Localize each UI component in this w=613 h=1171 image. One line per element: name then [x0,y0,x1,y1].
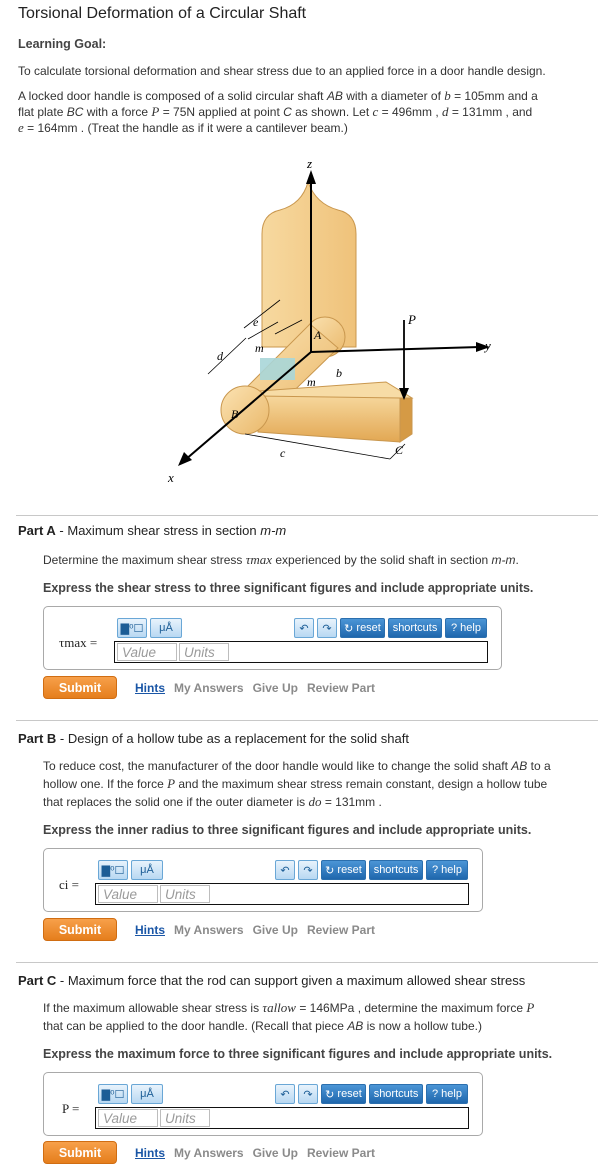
reset-button[interactable]: ↻ reset [321,1084,366,1104]
give-up-link[interactable]: Give Up [252,1146,298,1160]
hints-link[interactable]: Hints [135,1146,165,1160]
part-c-question: If the maximum allowable shear stress is τallow = 146MPa , determine the maximum force P that can be applied to the door handle. (Recall that piece AB is now a hollow tube.) [43,1000,535,1033]
units-button[interactable]: μÅ [131,860,163,880]
value-field[interactable]: Value [117,643,177,661]
hints-link[interactable]: Hints [135,681,165,695]
units-button[interactable]: μÅ [150,618,182,638]
label-z: z [307,156,313,171]
part-a-input[interactable] [114,641,488,663]
review-part-link[interactable]: Review Part [306,923,375,937]
part-c-title: Part C - Maximum force that the rod can support given a maximum allowed shear stress [18,973,526,988]
redo-icon[interactable]: ↷ [298,860,318,880]
help-button[interactable]: ? help [445,618,487,638]
part-b-links [135,923,384,937]
review-part-link[interactable]: Review Part [306,681,375,695]
part-a-instruction: Express the shear stress to three significant figures and include appropriate units. [43,581,534,595]
reset-button[interactable]: ↻ reset [340,618,385,638]
bar-bc-end [400,398,412,442]
separator [16,515,598,516]
part-c-input[interactable] [95,1107,469,1129]
label-m2: m [307,375,316,389]
part-a-title: Part A - Maximum shear stress in section m-m [18,523,287,538]
review-part-link[interactable]: Review Part [306,1146,375,1160]
hints-link[interactable]: Hints [135,923,165,937]
label-d-dim: d [217,349,223,363]
part-a-links [135,681,384,695]
undo-icon[interactable]: ↶ [294,618,314,638]
label-m1: m [255,341,264,355]
redo-icon[interactable]: ↷ [298,1084,318,1104]
learning-goal-text: To calculate torsional deformation and shear stress due to an applied force in a door handle design. [18,64,546,78]
part-b-answer-box [43,848,483,912]
templates-button[interactable]: ▇⁰☐ [98,860,128,880]
units-field[interactable]: Units [160,885,210,903]
label-y: y [485,338,491,353]
units-field[interactable]: Units [179,643,229,661]
part-b-label: ci = [59,877,79,892]
part-a-question: Determine the maximum shear stress τmax experienced by the solid shaft in section m-m. [43,552,519,567]
my-answers-link[interactable]: My Answers [174,681,244,695]
redo-icon[interactable]: ↷ [317,618,337,638]
give-up-link[interactable]: Give Up [252,923,298,937]
my-answers-link[interactable]: My Answers [174,1146,244,1160]
my-answers-link[interactable]: My Answers [174,923,244,937]
part-c-answer-box [43,1072,483,1136]
label-p: P [408,312,416,327]
part-b-title: Part B - Design of a hollow tube as a replacement for the solid shaft [18,731,409,746]
door-handle-figure [150,152,510,492]
part-b-instruction: Express the inner radius to three significant figures and include appropriate units. [43,823,532,837]
undo-icon[interactable]: ↶ [275,860,295,880]
label-a: A [314,328,322,342]
units-button[interactable]: μÅ [131,1084,163,1104]
units-field[interactable]: Units [160,1109,210,1127]
label-e-dim: e [253,315,259,329]
part-c-submit-button[interactable]: Submit [43,1141,117,1164]
templates-button[interactable]: ▇⁰☐ [117,618,147,638]
templates-button[interactable]: ▇⁰☐ [98,1084,128,1104]
give-up-link[interactable]: Give Up [252,681,298,695]
part-a-label: τmax = [59,635,98,650]
part-c-instruction: Express the maximum force to three significant figures and include appropriate units. [43,1047,553,1061]
value-field[interactable]: Value [98,1109,158,1127]
help-button[interactable]: ? help [426,860,468,880]
problem-statement: A locked door handle is composed of a solid circular shaft AB with a diameter of b = 105mm and a flat plate BC with a force P = 75N applied at point C as shown. Let c = 496mm , d = 131mm , and e = 164mm . (Treat the handle as if it were a cantilever beam.) [18,88,538,135]
part-c-links [135,1146,384,1160]
undo-icon[interactable]: ↶ [275,1084,295,1104]
label-c-point: C [395,443,404,457]
vertical-plate [262,182,356,347]
shortcuts-button[interactable]: shortcuts [388,618,442,638]
learning-goal-label: Learning Goal: [18,37,107,51]
label-b-point: B [231,407,239,421]
part-b-question: To reduce cost, the manufacturer of the door handle would like to change the solid shaft AB to a hollow one. If the force P and the maximum shear stress remain constant, design a hollow tube that replaces the solid one if the outer diameter is do = 131mm . [43,759,551,809]
refresh-icon: ↻ [325,864,335,877]
label-x: x [168,470,174,485]
label-b-dim: b [336,366,342,380]
part-a-answer-box [43,606,502,670]
refresh-icon: ↻ [344,622,354,635]
help-button[interactable]: ? help [426,1084,468,1104]
value-field[interactable]: Value [98,885,158,903]
label-c-dim: c [280,446,286,460]
part-b-submit-button[interactable]: Submit [43,918,117,941]
page-title: Torsional Deformation of a Circular Shaft [18,5,307,22]
separator [16,720,598,721]
shortcuts-button[interactable]: shortcuts [369,1084,423,1104]
part-b-input[interactable] [95,883,469,905]
separator [16,962,598,963]
bar-bc-front [258,396,400,442]
refresh-icon: ↻ [325,1088,335,1101]
reset-button[interactable]: ↻ reset [321,860,366,880]
shortcuts-button[interactable]: shortcuts [369,860,423,880]
part-a-submit-button[interactable]: Submit [43,676,117,699]
part-c-label: P = [62,1101,80,1116]
